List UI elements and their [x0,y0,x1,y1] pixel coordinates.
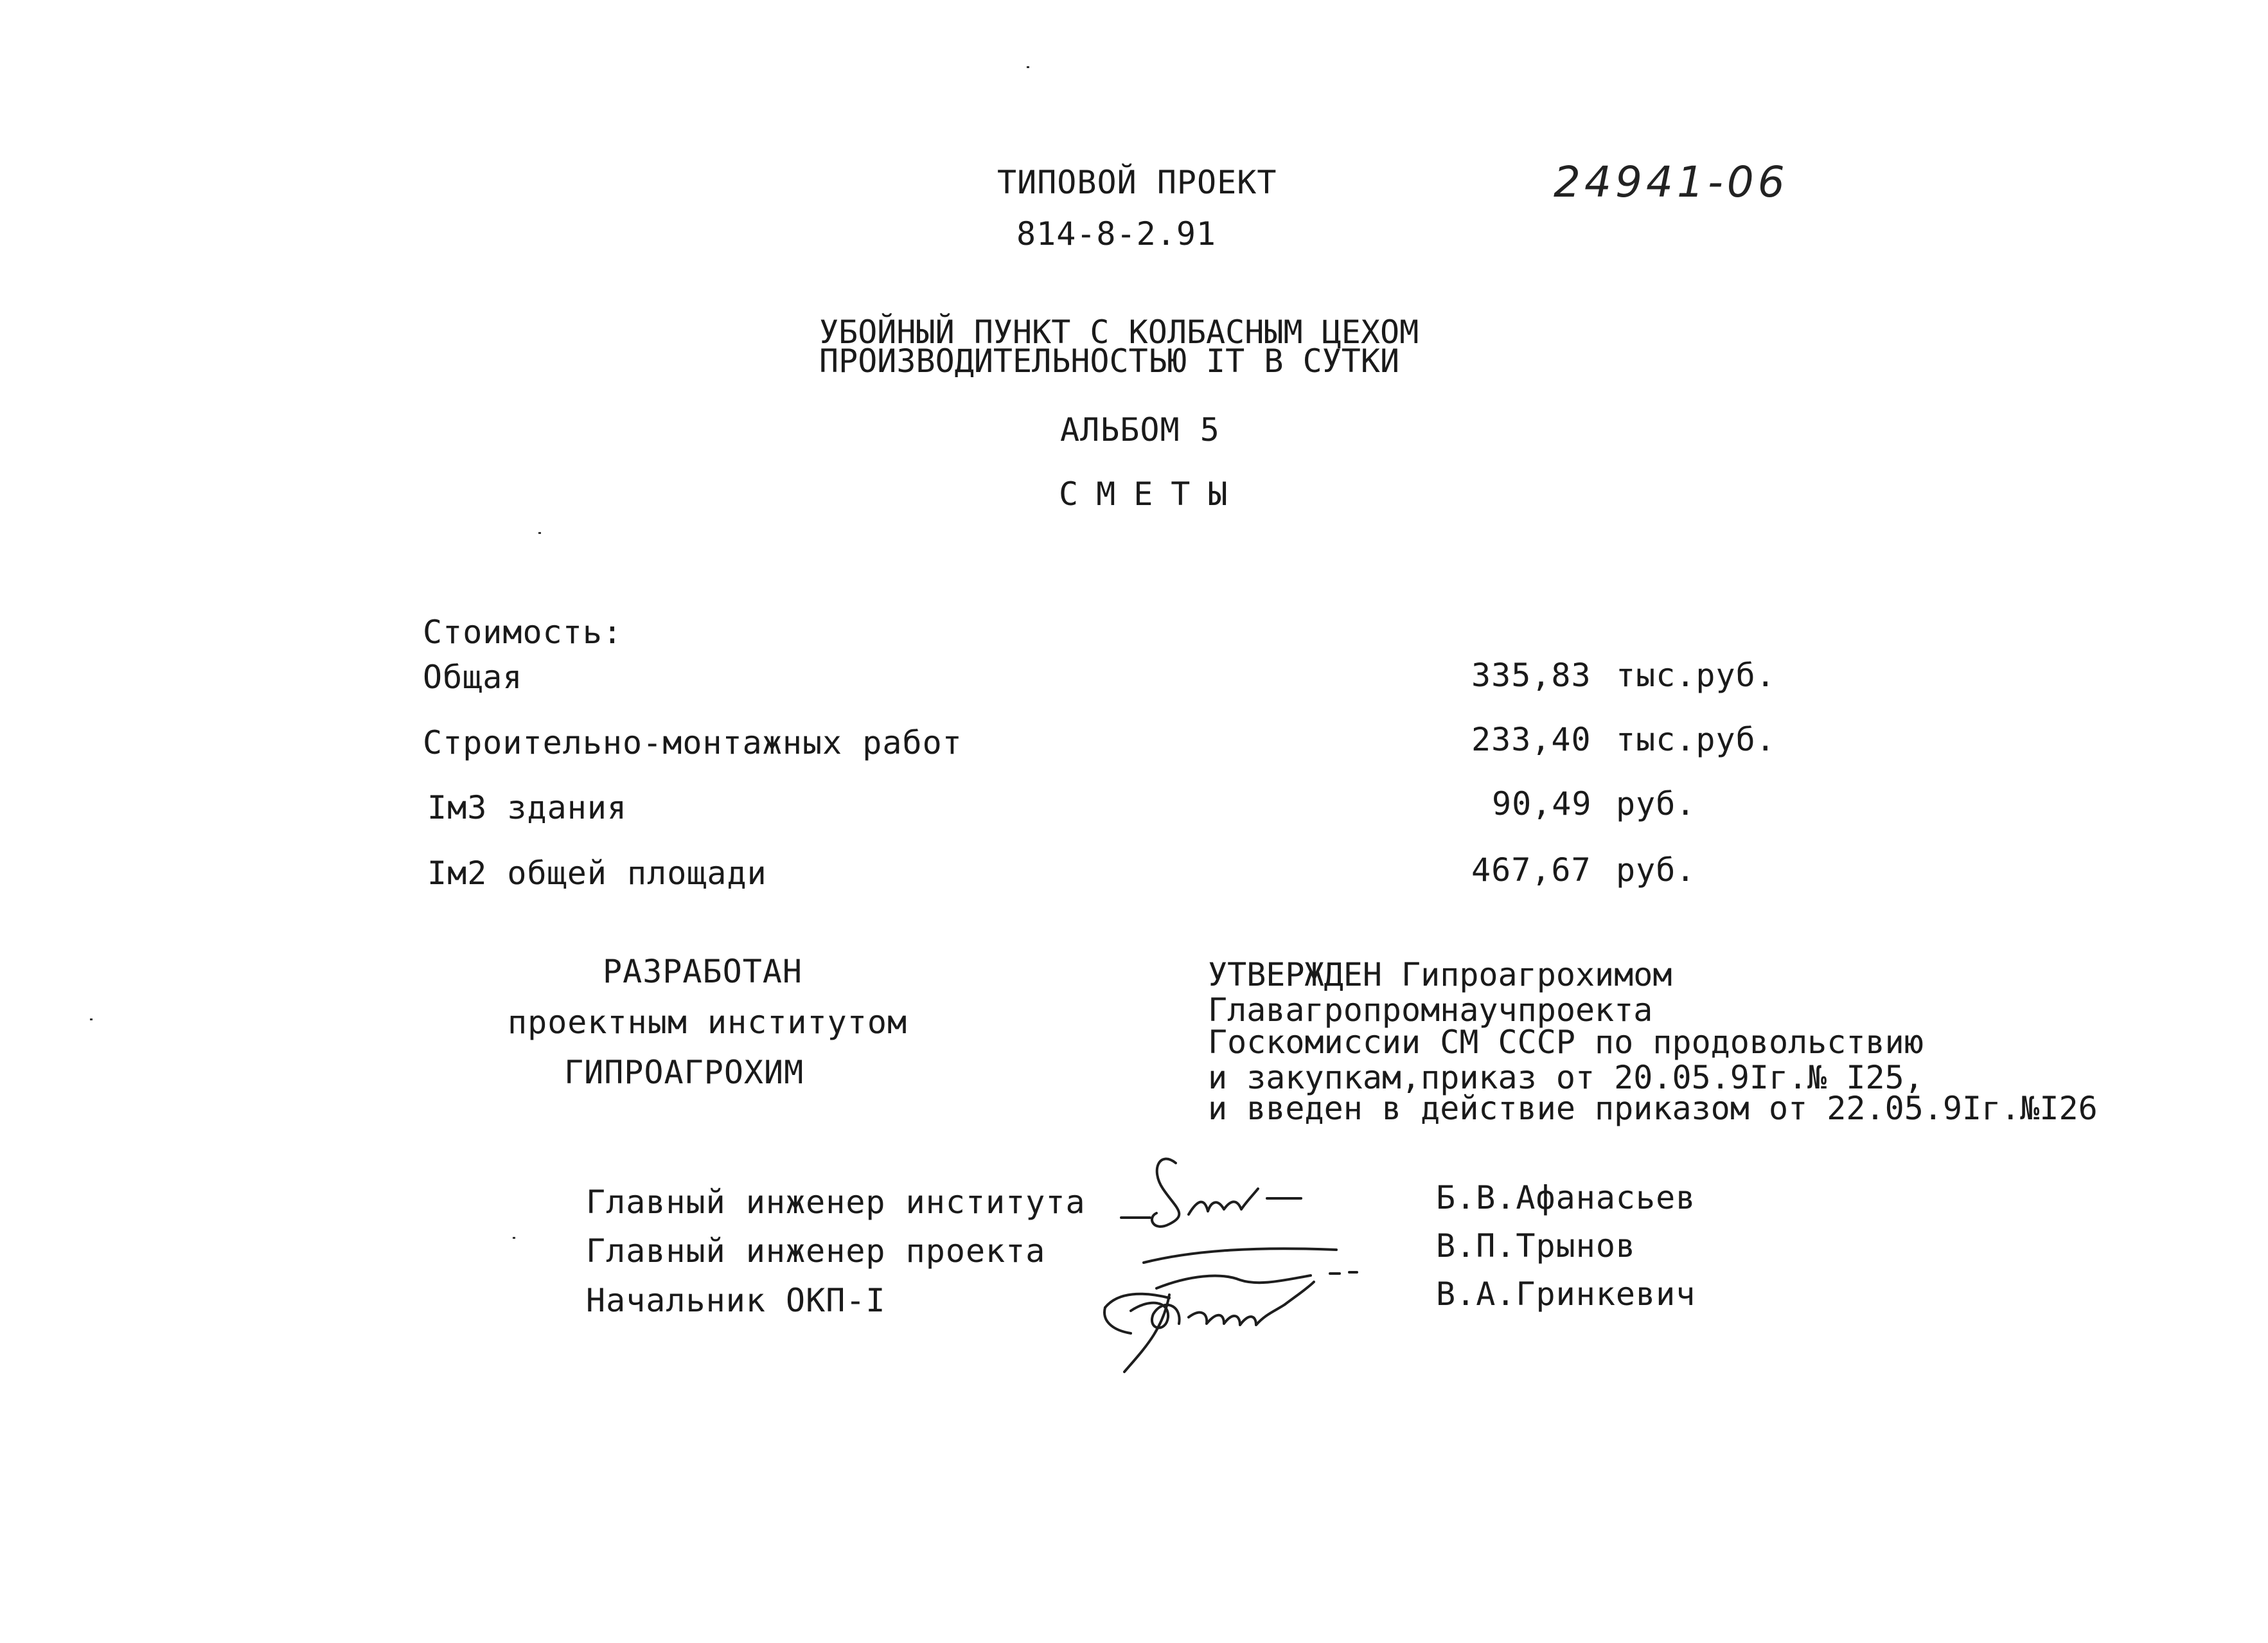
project-label: ТИПОВОЙ ПРОЕКТ [997,164,1277,201]
cost-label: Iм2 общей площади [427,855,767,892]
developed-line-2: проектным институтом [508,1004,908,1041]
cost-heading: Стоимость: [423,614,623,651]
signature-scribble [1092,1137,1426,1394]
signature-role: Главный инженер проекта [586,1232,1046,1270]
title-line-1: УБОЙНЫЙ ПУНКТ С КОЛБАСНЫМ ЦЕХОМ [819,314,1419,351]
title-line-2: ПРОИЗВОДИТЕЛЬНОСТЬЮ IТ В СУТКИ [819,342,1400,380]
project-code: 814-8-2.91 [1016,215,1217,253]
volume-title: СМЕТЫ [1059,475,1246,513]
approved-line-4: и закупкам,приказ от 20.05.9Iг.№ I25, [1208,1059,1924,1096]
cost-value: 335,83 [1471,657,1591,694]
album-number: АЛЬБОМ 5 [1060,411,1220,448]
scan-speck [538,532,541,534]
signature-name: В.П.Трынов [1436,1227,1636,1265]
approved-line-5: и введен в действие приказом от 22.05.9Iг.№I26 [1208,1090,2098,1127]
cost-label: Iм3 здания [427,789,628,826]
cost-unit: руб. [1616,851,1696,889]
approved-line-3: Госкомиссии СМ СССР по продовольствию [1208,1024,1924,1061]
developed-line-3: ГИПРОАГРОХИМ [564,1054,804,1091]
cost-unit: руб. [1616,785,1696,822]
inventory-number: 24941-06 [1554,157,1789,207]
developed-line-1: РАЗРАБОТАН [603,953,803,990]
approved-line-1: УТВЕРЖДЕН Гипроагрохимом [1208,956,1672,993]
cost-unit: тыс.руб. [1616,721,1776,758]
scan-speck [513,1237,515,1239]
scan-speck [90,1018,93,1020]
signature-role: Начальник ОКП-I [586,1282,886,1319]
cost-label: Строительно-монтажных работ [423,724,962,761]
scan-speck [1027,66,1029,68]
signature-name: Б.В.Афанасьев [1436,1179,1696,1216]
signature-name: В.А.Гринкевич [1436,1275,1696,1313]
approved-line-2: Главагропромнаучпроекта [1208,991,1653,1029]
cost-label: Общая [423,659,523,696]
cost-value: 90,49 [1492,785,1592,822]
signature-role: Главный инженер института [586,1184,1086,1221]
cost-value: 233,40 [1471,721,1591,758]
cost-unit: тыс.руб. [1616,657,1776,694]
cost-value: 467,67 [1471,851,1591,889]
